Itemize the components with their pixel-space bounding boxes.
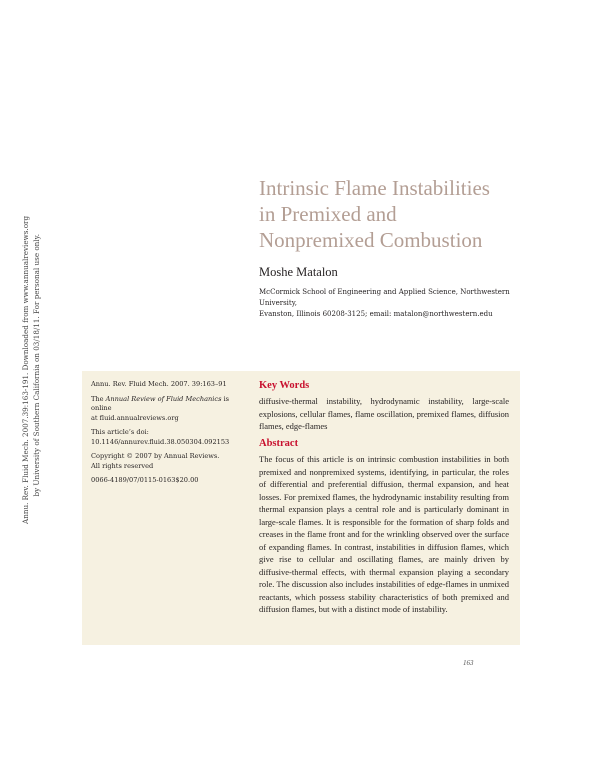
title-line-2: in Premixed and bbox=[259, 202, 397, 226]
author-affiliation bbox=[259, 287, 529, 320]
online-prefix: The bbox=[91, 394, 106, 403]
keywords-heading: Key Words bbox=[259, 380, 310, 391]
abstract-section bbox=[259, 438, 509, 616]
author-name: Moshe Matalon bbox=[259, 265, 338, 279]
title-line-1: Intrinsic Flame Instabilities bbox=[259, 176, 490, 200]
online-note bbox=[91, 395, 246, 424]
abstract-text: The focus of this article is on intrinsic combustion instabilities in both premixed and nonpremixed systems, identifying, in particular, the roles of differential and preferential diffusion, thermal expansion, and heat losses. For premixed flames, the hydrodynamic instability resulting from thermal expansion plays a central role and is particularly dominant in large-scale flames. It is responsible for the formation of sharp folds and creases in the flame front and for the wrinkling observed over the surface of expanding flames. In contrast, instabilities in diffusion flames, which give rise to cellular and oscillating flames, are mainly driven by diffusive-thermal effects, with thermal expansion playing a secondary role. The discussion also includes instabilities of edge-flames in unmixed reactants, which possess stability characteristics of both premixed and diffusion flames, but with a distinct mode of instability. bbox=[259, 454, 509, 614]
copyright-block bbox=[91, 452, 246, 471]
doi-label: This article’s doi: bbox=[91, 428, 149, 436]
keywords-section bbox=[259, 380, 509, 433]
abstract-heading: Abstract bbox=[259, 438, 299, 449]
affiliation-line-1: McCormick School of Engineering and Applied Science, Northwestern University, bbox=[259, 288, 510, 307]
keywords-text: diffusive-thermal instability, hydrodynamic instability, large-scale explosions, cellular flames, flame oscillation, premixed flames, diffusion flames, edge-flames bbox=[259, 396, 509, 431]
copyright: Copyright © 2007 by Annual Reviews. bbox=[91, 452, 220, 460]
article-metadata bbox=[91, 380, 246, 491]
rights: All rights reserved bbox=[91, 461, 154, 470]
doi-link[interactable]: 10.1146/annurev.fluid.38.050304.092153 bbox=[91, 437, 230, 446]
page-number: 163 bbox=[463, 659, 474, 667]
citation: Annu. Rev. Fluid Mech. 2007. 39:163–91 bbox=[91, 380, 227, 388]
doi-block bbox=[91, 428, 246, 447]
issn: 0066-4189/07/0115-0163$20.00 bbox=[91, 476, 199, 484]
title-line-3: Nonpremixed Combustion bbox=[259, 228, 483, 252]
download-notice bbox=[20, 215, 60, 524]
download-notice-line-2: by University of Southern California on 03/18/11. For personal use only. bbox=[32, 234, 41, 497]
journal-name: Annual Review of Fluid Mechanics bbox=[105, 394, 222, 403]
affiliation-line-2: Evanston, Illinois 60208-3125; email: matalon@northwestern.edu bbox=[259, 310, 493, 318]
journal-url[interactable]: at fluid.annualreviews.org bbox=[91, 413, 179, 422]
download-notice-line-1: Annu. Rev. Fluid Mech. 2007.39:163-191. Downloaded from www.annualreviews.org bbox=[21, 215, 30, 524]
online-suffix: is online bbox=[91, 394, 230, 412]
article-title bbox=[259, 175, 559, 253]
